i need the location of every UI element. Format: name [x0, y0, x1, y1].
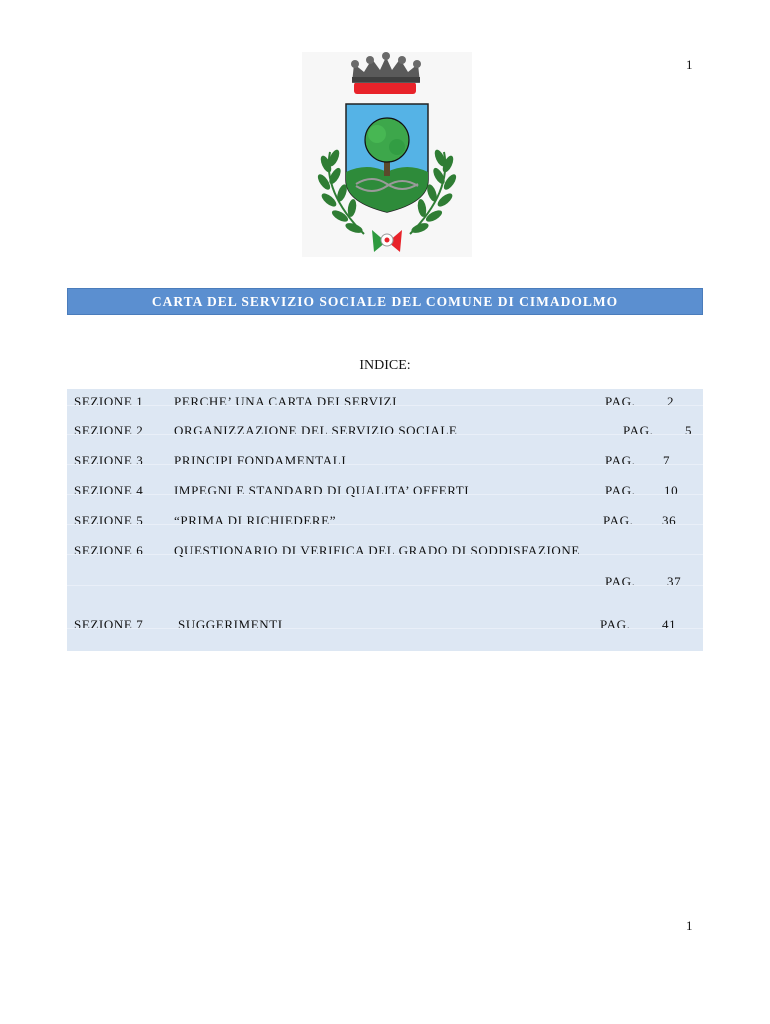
toc-section-label: SEZIONE 4: [74, 483, 144, 498]
toc-section-title: SUGGERIMENTI: [178, 617, 283, 632]
toc-section-label: SEZIONE 2: [74, 423, 144, 438]
toc-pag-label: PAG.: [605, 574, 636, 589]
toc-section-label: SEZIONE 7: [74, 617, 144, 632]
toc-page-number: 7: [663, 453, 671, 468]
tricolor-ribbon-icon: [372, 230, 402, 252]
toc-pag-label: PAG.: [605, 453, 636, 468]
table-of-contents: [67, 389, 703, 651]
toc-section-title: PRINCIPI FONDAMENTALI: [174, 453, 347, 468]
coat-of-arms-emblem: [302, 52, 472, 257]
toc-page-number: 5: [685, 423, 693, 438]
toc-page-number: 2: [667, 394, 675, 409]
toc-pag-label: PAG.: [603, 513, 634, 528]
toc-section-title: IMPEGNI E STANDARD DI QUALITA’ OFFERTI: [174, 483, 470, 498]
shield-icon: [346, 104, 428, 212]
toc-page-number: 41: [662, 617, 677, 632]
index-heading: INDICE:: [359, 358, 411, 373]
page-number-top: 1: [686, 57, 693, 72]
toc-pag-label: PAG.: [623, 423, 654, 438]
toc-section-label: SEZIONE 3: [74, 453, 144, 468]
toc-pag-label: PAG.: [605, 394, 636, 409]
toc-section-label: SEZIONE 6: [74, 543, 144, 558]
toc-page-number: 36: [662, 513, 677, 528]
toc-pag-label: PAG.: [600, 617, 631, 632]
toc-section-label: SEZIONE 5: [74, 513, 144, 528]
toc-section-title: PERCHE’ UNA CARTA DEI SERVIZI: [174, 394, 398, 409]
toc-section-label: SEZIONE 1: [74, 394, 144, 409]
crown-icon: [351, 52, 421, 94]
toc-section-title: “PRIMA DI RICHIEDERE”: [174, 513, 337, 528]
toc-section-title: ORGANIZZAZIONE DEL SERVIZIO SOCIALE: [174, 423, 458, 438]
page-number-bottom: 1: [686, 918, 693, 933]
toc-page-number: 37: [667, 574, 682, 589]
document-title-banner: CARTA DEL SERVIZIO SOCIALE DEL COMUNE DI CIMADOLMO: [67, 288, 703, 315]
municipal-coat-of-arms: [302, 52, 472, 257]
toc-pag-label: PAG.: [605, 483, 636, 498]
toc-page-number: 10: [664, 483, 679, 498]
toc-section-title: QUESTIONARIO DI VERIFICA DEL GRADO DI SODDISFAZIONE: [174, 543, 580, 558]
